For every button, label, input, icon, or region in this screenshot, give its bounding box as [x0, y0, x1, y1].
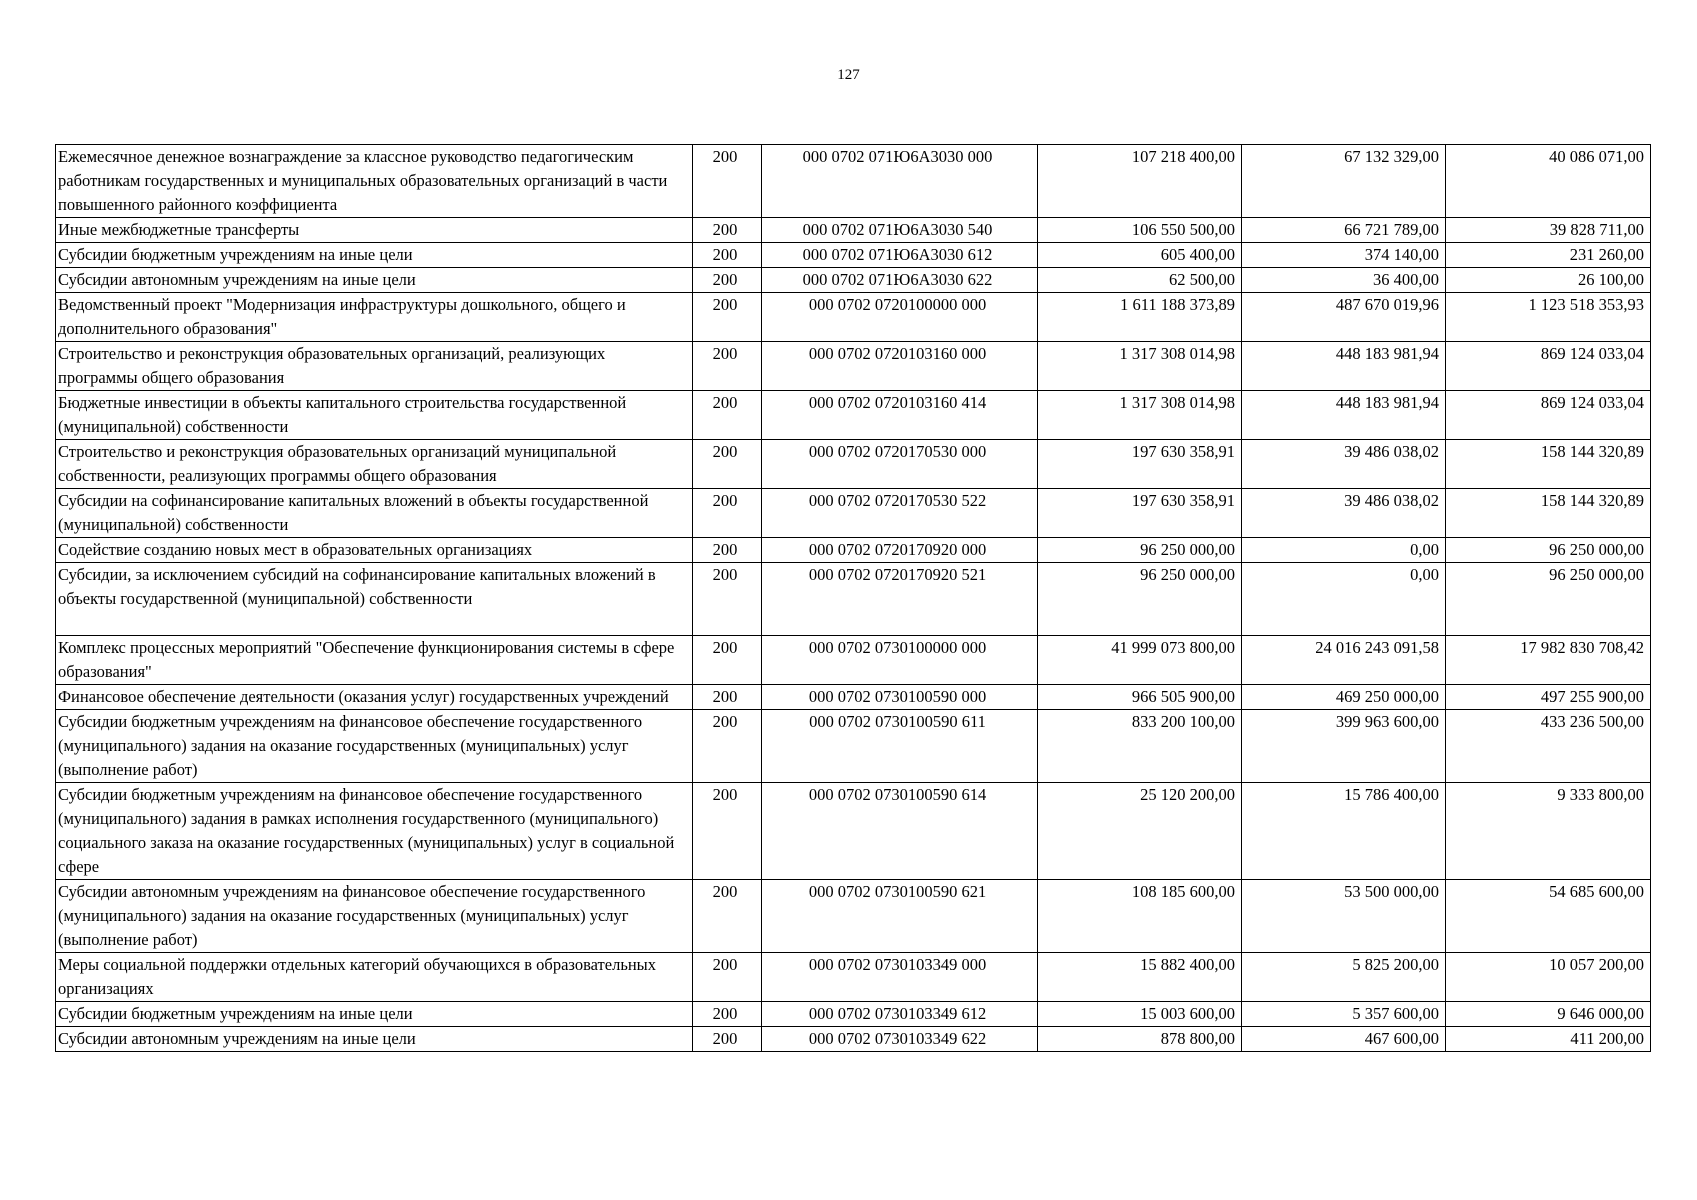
cell-approved-amount: 15 882 400,00 [1038, 953, 1242, 1002]
cell-approved-amount: 96 250 000,00 [1038, 563, 1242, 636]
cell-classification-code: 000 0702 0730100000 000 [762, 636, 1038, 685]
cell-name: Строительство и реконструкция образовательных организаций, реализующих программы общего образования [56, 342, 693, 391]
cell-line-code: 200 [693, 440, 762, 489]
cell-remaining-amount: 231 260,00 [1446, 243, 1651, 268]
cell-classification-code: 000 0702 0720103160 414 [762, 391, 1038, 440]
table-row [56, 880, 1651, 953]
cell-name: Строительство и реконструкция образовательных организаций муниципальной собственности, реализующих программы общего образования [56, 440, 693, 489]
cell-approved-amount: 197 630 358,91 [1038, 489, 1242, 538]
cell-name: Субсидии на софинансирование капитальных вложений в объекты государственной (муниципальной) собственности [56, 489, 693, 538]
cell-name: Субсидии автономным учреждениям на финансовое обеспечение государственного (муниципального) задания на оказание государственных (муниципальных) услуг (выполнение работ) [56, 880, 693, 953]
table-row [56, 489, 1651, 538]
cell-approved-amount: 41 999 073 800,00 [1038, 636, 1242, 685]
cell-executed-amount: 5 825 200,00 [1242, 953, 1446, 1002]
cell-remaining-amount: 17 982 830 708,42 [1446, 636, 1651, 685]
cell-remaining-amount: 39 828 711,00 [1446, 218, 1651, 243]
cell-remaining-amount: 26 100,00 [1446, 268, 1651, 293]
table-row [56, 783, 1651, 880]
cell-name: Субсидии автономным учреждениям на иные цели [56, 1027, 693, 1052]
table-row [56, 538, 1651, 563]
cell-line-code: 200 [693, 243, 762, 268]
cell-approved-amount: 966 505 900,00 [1038, 685, 1242, 710]
cell-executed-amount: 469 250 000,00 [1242, 685, 1446, 710]
cell-approved-amount: 15 003 600,00 [1038, 1002, 1242, 1027]
cell-name: Ведомственный проект "Модернизация инфраструктуры дошкольного, общего и дополнительного образования" [56, 293, 693, 342]
table-row [56, 440, 1651, 489]
cell-remaining-amount: 497 255 900,00 [1446, 685, 1651, 710]
cell-line-code: 200 [693, 636, 762, 685]
table-row [56, 145, 1651, 218]
cell-approved-amount: 1 317 308 014,98 [1038, 342, 1242, 391]
cell-executed-amount: 66 721 789,00 [1242, 218, 1446, 243]
cell-executed-amount: 467 600,00 [1242, 1027, 1446, 1052]
cell-approved-amount: 108 185 600,00 [1038, 880, 1242, 953]
cell-classification-code: 000 0702 0730100590 614 [762, 783, 1038, 880]
cell-name: Субсидии, за исключением субсидий на софинансирование капитальных вложений в объекты государственной (муниципальной) собственности [56, 563, 693, 636]
cell-executed-amount: 0,00 [1242, 538, 1446, 563]
table-row [56, 636, 1651, 685]
cell-executed-amount: 39 486 038,02 [1242, 440, 1446, 489]
cell-executed-amount: 487 670 019,96 [1242, 293, 1446, 342]
cell-classification-code: 000 0702 071Ю6А3030 000 [762, 145, 1038, 218]
cell-remaining-amount: 9 646 000,00 [1446, 1002, 1651, 1027]
cell-classification-code: 000 0702 0720170920 000 [762, 538, 1038, 563]
cell-classification-code: 000 0702 0730100590 621 [762, 880, 1038, 953]
cell-remaining-amount: 1 123 518 353,93 [1446, 293, 1651, 342]
cell-executed-amount: 36 400,00 [1242, 268, 1446, 293]
table-row [56, 391, 1651, 440]
budget-execution-table [55, 144, 1651, 1052]
cell-name: Субсидии автономным учреждениям на иные цели [56, 268, 693, 293]
cell-line-code: 200 [693, 953, 762, 1002]
cell-classification-code: 000 0702 0720100000 000 [762, 293, 1038, 342]
cell-executed-amount: 15 786 400,00 [1242, 783, 1446, 880]
cell-line-code: 200 [693, 489, 762, 538]
cell-line-code: 200 [693, 218, 762, 243]
cell-name: Субсидии бюджетным учреждениям на финансовое обеспечение государственного (муниципального) задания в рамках исполнения государственного (муниципального) социального заказа на оказание государственных (муниципальных) услуг в социальной сфере [56, 783, 693, 880]
cell-classification-code: 000 0702 071Ю6А3030 622 [762, 268, 1038, 293]
cell-name: Субсидии бюджетным учреждениям на иные цели [56, 243, 693, 268]
cell-classification-code: 000 0702 0720170530 522 [762, 489, 1038, 538]
cell-executed-amount: 53 500 000,00 [1242, 880, 1446, 953]
table-row [56, 243, 1651, 268]
cell-name: Содействие созданию новых мест в образовательных организациях [56, 538, 693, 563]
cell-classification-code: 000 0702 0730100590 611 [762, 710, 1038, 783]
cell-name: Ежемесячное денежное вознаграждение за классное руководство педагогическим работникам государственных и муниципальных образовательных организаций в части повышенного районного коэффициента [56, 145, 693, 218]
cell-approved-amount: 197 630 358,91 [1038, 440, 1242, 489]
cell-line-code: 200 [693, 342, 762, 391]
cell-classification-code: 000 0702 0720170920 521 [762, 563, 1038, 636]
table-row [56, 563, 1651, 636]
cell-approved-amount: 878 800,00 [1038, 1027, 1242, 1052]
cell-approved-amount: 833 200 100,00 [1038, 710, 1242, 783]
cell-line-code: 200 [693, 880, 762, 953]
cell-remaining-amount: 40 086 071,00 [1446, 145, 1651, 218]
cell-approved-amount: 96 250 000,00 [1038, 538, 1242, 563]
cell-classification-code: 000 0702 0720103160 000 [762, 342, 1038, 391]
cell-line-code: 200 [693, 145, 762, 218]
cell-remaining-amount: 9 333 800,00 [1446, 783, 1651, 880]
cell-executed-amount: 399 963 600,00 [1242, 710, 1446, 783]
cell-executed-amount: 374 140,00 [1242, 243, 1446, 268]
cell-line-code: 200 [693, 710, 762, 783]
cell-approved-amount: 1 317 308 014,98 [1038, 391, 1242, 440]
cell-executed-amount: 39 486 038,02 [1242, 489, 1446, 538]
table-row [56, 953, 1651, 1002]
cell-classification-code: 000 0702 0730103349 622 [762, 1027, 1038, 1052]
cell-approved-amount: 106 550 500,00 [1038, 218, 1242, 243]
cell-name: Комплекс процессных мероприятий "Обеспечение функционирования системы в сфере образования" [56, 636, 693, 685]
cell-name: Бюджетные инвестиции в объекты капитального строительства государственной (муниципальной) собственности [56, 391, 693, 440]
cell-classification-code: 000 0702 071Ю6А3030 540 [762, 218, 1038, 243]
cell-name: Финансовое обеспечение деятельности (оказания услуг) государственных учреждений [56, 685, 693, 710]
cell-approved-amount: 605 400,00 [1038, 243, 1242, 268]
cell-remaining-amount: 411 200,00 [1446, 1027, 1651, 1052]
cell-classification-code: 000 0702 0730103349 000 [762, 953, 1038, 1002]
cell-line-code: 200 [693, 293, 762, 342]
table-row [56, 1002, 1651, 1027]
table-row [56, 1027, 1651, 1052]
table-row [56, 268, 1651, 293]
cell-name: Субсидии бюджетным учреждениям на иные цели [56, 1002, 693, 1027]
cell-line-code: 200 [693, 268, 762, 293]
cell-name: Меры социальной поддержки отдельных категорий обучающихся в образовательных организациях [56, 953, 693, 1002]
cell-approved-amount: 107 218 400,00 [1038, 145, 1242, 218]
cell-name: Иные межбюджетные трансферты [56, 218, 693, 243]
cell-classification-code: 000 0702 0730103349 612 [762, 1002, 1038, 1027]
cell-approved-amount: 62 500,00 [1038, 268, 1242, 293]
table-row [56, 685, 1651, 710]
cell-remaining-amount: 433 236 500,00 [1446, 710, 1651, 783]
cell-line-code: 200 [693, 391, 762, 440]
table-row [56, 218, 1651, 243]
cell-remaining-amount: 869 124 033,04 [1446, 391, 1651, 440]
cell-line-code: 200 [693, 1027, 762, 1052]
cell-name: Субсидии бюджетным учреждениям на финансовое обеспечение государственного (муниципального) задания на оказание государственных (муниципальных) услуг (выполнение работ) [56, 710, 693, 783]
cell-executed-amount: 5 357 600,00 [1242, 1002, 1446, 1027]
cell-remaining-amount: 158 144 320,89 [1446, 489, 1651, 538]
cell-executed-amount: 0,00 [1242, 563, 1446, 636]
table-row [56, 342, 1651, 391]
cell-approved-amount: 25 120 200,00 [1038, 783, 1242, 880]
cell-executed-amount: 67 132 329,00 [1242, 145, 1446, 218]
cell-line-code: 200 [693, 685, 762, 710]
table-row [56, 293, 1651, 342]
cell-remaining-amount: 10 057 200,00 [1446, 953, 1651, 1002]
cell-executed-amount: 24 016 243 091,58 [1242, 636, 1446, 685]
table-row [56, 710, 1651, 783]
cell-remaining-amount: 54 685 600,00 [1446, 880, 1651, 953]
cell-remaining-amount: 96 250 000,00 [1446, 538, 1651, 563]
cell-line-code: 200 [693, 1002, 762, 1027]
cell-executed-amount: 448 183 981,94 [1242, 342, 1446, 391]
cell-remaining-amount: 158 144 320,89 [1446, 440, 1651, 489]
cell-classification-code: 000 0702 0720170530 000 [762, 440, 1038, 489]
cell-classification-code: 000 0702 071Ю6А3030 612 [762, 243, 1038, 268]
page-number: 127 [837, 67, 860, 83]
cell-line-code: 200 [693, 563, 762, 636]
cell-remaining-amount: 869 124 033,04 [1446, 342, 1651, 391]
table-body [56, 145, 1651, 1052]
cell-line-code: 200 [693, 783, 762, 880]
cell-line-code: 200 [693, 538, 762, 563]
cell-classification-code: 000 0702 0730100590 000 [762, 685, 1038, 710]
cell-executed-amount: 448 183 981,94 [1242, 391, 1446, 440]
cell-remaining-amount: 96 250 000,00 [1446, 563, 1651, 636]
cell-approved-amount: 1 611 188 373,89 [1038, 293, 1242, 342]
